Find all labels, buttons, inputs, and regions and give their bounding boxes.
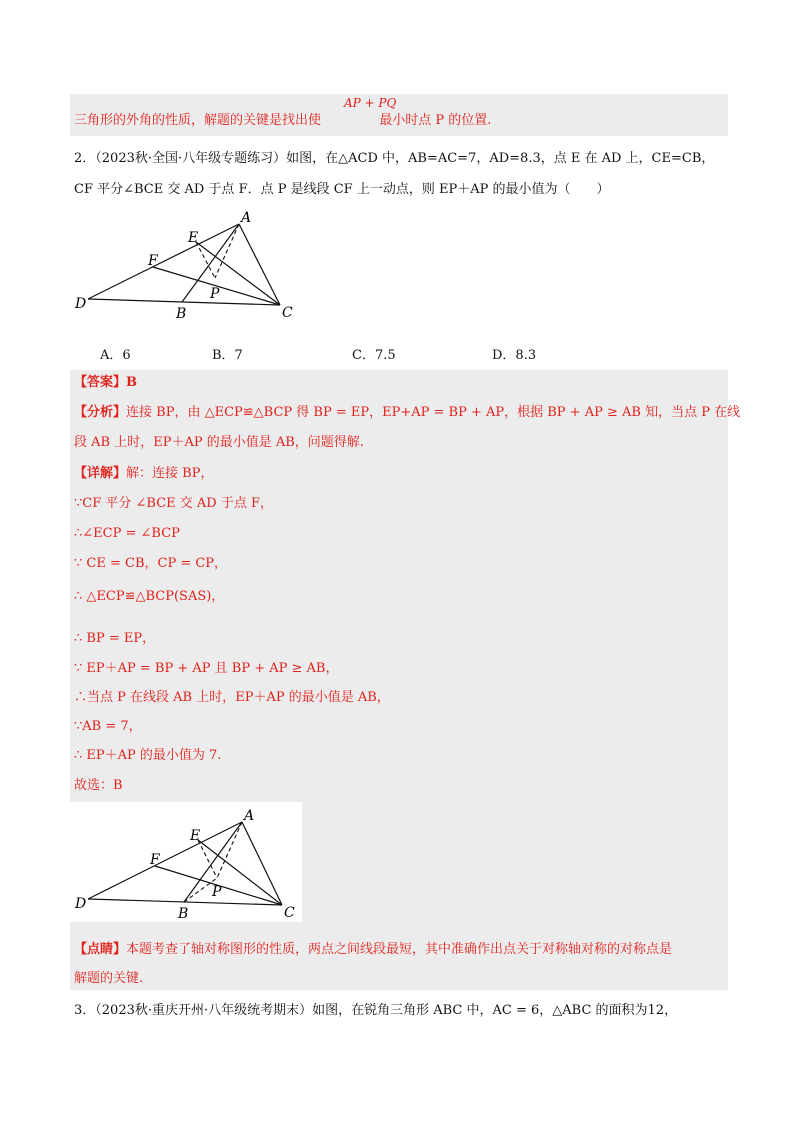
- question2-line2: CF 平分∠BCE 交 AD 于点 F．点 P 是线段 CF 上一动点，则 EP＋AP 的最小值为（ ）: [74, 182, 610, 197]
- prev-answer-line: [74, 112, 491, 130]
- prev-answer-end: 最小时点 P 的位置.: [379, 113, 492, 128]
- sol-label-F: F: [150, 852, 160, 868]
- sol-label-D: D: [75, 896, 87, 912]
- prev-answer-start: 三角形的外角的性质，解题的关键是找出使: [74, 113, 322, 128]
- label-D: D: [75, 296, 87, 312]
- prev-answer-formula: AP + PQ: [344, 96, 397, 110]
- step-2: ∴∠ECP = ∠BCP: [74, 526, 180, 541]
- solution-figure: [70, 806, 310, 922]
- comment-text-1: 本题考查了轴对称图形的性质，两点之间线段最短，其中准确作出点关于对称轴对称的对称点是: [126, 942, 673, 957]
- sol-label-P: P: [212, 884, 222, 900]
- comment-line2: 解题的关键.: [74, 971, 144, 986]
- analysis-tag: 【分析】: [74, 405, 127, 420]
- sol-label-B: B: [178, 906, 189, 922]
- sol-label-E: E: [190, 828, 201, 844]
- label-C: C: [282, 305, 293, 321]
- detail-line: [74, 465, 213, 483]
- answer-value: B: [126, 375, 138, 390]
- sol-label-C: C: [284, 905, 295, 921]
- label-F: F: [148, 253, 158, 269]
- analysis-line2: 段 AB 上时，EP＋AP 的最小值是 AB，问题得解.: [74, 435, 364, 450]
- step-1: ∵CF 平分 ∠BCE 交 AD 于点 F，: [74, 496, 273, 511]
- label-P: P: [210, 286, 220, 302]
- comment-tag: 【点睛】: [74, 942, 127, 957]
- sol-label-A: A: [244, 808, 255, 824]
- step-3: ∵ CE = CB，CP = CP，: [74, 556, 228, 571]
- step-9: ∴ EP＋AP 的最小值为 7.: [74, 748, 222, 763]
- comment-line1: [74, 941, 672, 959]
- detail-intro: 解：连接 BP，: [126, 466, 214, 481]
- option-d: D．8.3: [492, 348, 537, 363]
- detail-tag: 【详解】: [74, 466, 127, 481]
- question2-figure: [70, 210, 310, 322]
- label-A: A: [241, 210, 252, 226]
- step-7: ∴当点 P 在线段 AB 上时，EP＋AP 的最小值是 AB，: [74, 690, 390, 705]
- choose-line: 故选：B: [74, 778, 123, 793]
- option-c: C．7.5: [352, 348, 396, 363]
- step-5: ∴ BP = EP，: [74, 631, 156, 646]
- label-B: B: [176, 306, 187, 322]
- analysis-text-1: 连接 BP，由 △ECP≌△BCP 得 BP = EP，EP+AP = BP + AP，根据 BP + AP ≥ AB 知，当点 P 在线: [126, 405, 741, 420]
- step-8: ∵AB = 7，: [74, 719, 142, 734]
- analysis-line1: [74, 404, 740, 422]
- question2-line1: 2．（2023秋·全国·八年级专题练习）如图，在△ACD 中，AB=AC=7，AD=8.3，点 E 在 AD 上，CE=CB，: [74, 151, 715, 166]
- answer-line: [74, 374, 137, 392]
- question3-line1: 3．（2023秋·重庆开州·八年级统考期末）如图，在锐角三角形 ABC 中，AC = 6，△ABC 的面积为12，: [74, 1003, 678, 1018]
- step-6: ∵ EP＋AP = BP + AP 且 BP + AP ≥ AB，: [74, 661, 339, 676]
- answer-tag: 【答案】: [74, 375, 127, 390]
- option-b: B．7: [212, 348, 243, 363]
- label-E: E: [188, 230, 199, 246]
- option-a: A．6: [100, 348, 131, 363]
- step-4: ∴ △ECP≌△BCP(SAS)，: [74, 589, 225, 604]
